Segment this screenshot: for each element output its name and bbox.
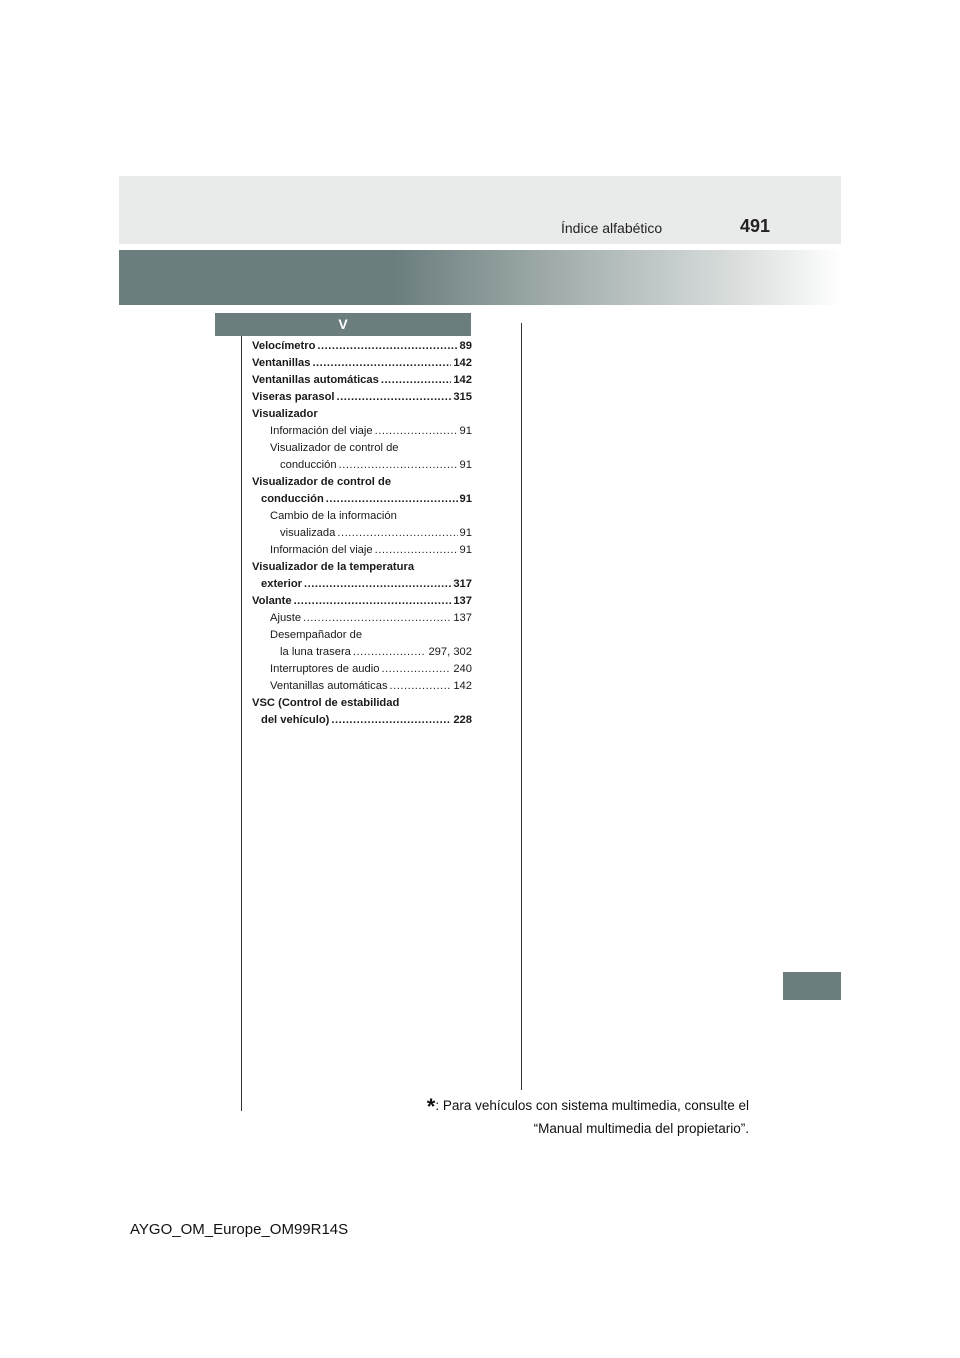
- index-entry-term: Viseras parasol: [252, 391, 335, 403]
- index-entry: [252, 457, 472, 474]
- footnote-text-2: “Manual multimedia del propietario”.: [533, 1121, 749, 1136]
- index-entry-term: Ajuste: [270, 612, 302, 624]
- index-entry-term: la luna trasera: [280, 646, 351, 658]
- index-entry-page: 91: [459, 544, 472, 556]
- dot-leader: [381, 372, 451, 389]
- index-entry: [252, 627, 472, 644]
- index-entry-term: Ventanillas automáticas: [270, 680, 388, 692]
- dot-leader: [303, 610, 451, 627]
- index-entry: [252, 372, 472, 389]
- index-entry-page: 142: [453, 680, 472, 692]
- index-entry: [252, 525, 472, 542]
- section-title: Índice alfabético: [561, 220, 663, 236]
- dot-leader: [294, 593, 452, 610]
- index-entry-term: Información del viaje: [270, 425, 373, 437]
- index-entry-term: Visualizador: [252, 408, 318, 420]
- page-header-bar: [119, 176, 841, 244]
- index-entry-term: visualizada: [280, 527, 336, 539]
- index-entry: [252, 406, 472, 423]
- index-entry: [252, 491, 472, 508]
- section-letter-tab: V: [215, 313, 471, 336]
- index-entry-term: Visualizador de control de: [270, 442, 399, 454]
- index-entry: [252, 355, 472, 372]
- index-entry: [252, 440, 472, 457]
- footnote-marker: *: [426, 1094, 436, 1119]
- index-entry-term: VSC (Control de estabilidad: [252, 697, 400, 709]
- index-entry: [252, 661, 472, 678]
- index-entry-term: del vehículo): [261, 714, 330, 726]
- index-entry: [252, 593, 472, 610]
- index-entry-term: Cambio de la información: [270, 510, 397, 522]
- index-entry-term: Interruptores de audio: [270, 663, 380, 675]
- index-entry: [252, 542, 472, 559]
- document-id: AYGO_OM_Europe_OM99R14S: [130, 1221, 349, 1238]
- dot-leader: [331, 712, 451, 729]
- index-entry: [252, 695, 472, 712]
- footnote-text-1: : Para vehículos con sistema multimedia, consulte el: [435, 1098, 749, 1113]
- header-gradient-band: [119, 250, 841, 305]
- index-entry-page: 89: [459, 340, 472, 352]
- dot-leader: [326, 491, 458, 508]
- index-entry: [252, 508, 472, 525]
- index-entry-term: Desempañador de: [270, 629, 363, 641]
- dot-leader: [337, 525, 457, 542]
- index-entry-term: conducción: [280, 459, 337, 471]
- index-entry-term: Ventanillas: [252, 357, 311, 369]
- index-entry: [252, 576, 472, 593]
- center-column-rule: [521, 323, 522, 1090]
- index-entry-term: Visualizador de control de: [252, 476, 392, 488]
- index-entry-list: [252, 338, 472, 729]
- index-entry-page: 91: [459, 493, 472, 505]
- dot-leader: [337, 389, 452, 406]
- index-entry-page: 91: [459, 527, 472, 539]
- dot-leader: [339, 457, 458, 474]
- dot-leader: [353, 644, 427, 661]
- index-entry-page: 317: [453, 578, 472, 590]
- index-entry: [252, 712, 472, 729]
- index-entry: [252, 338, 472, 355]
- index-entry: [252, 610, 472, 627]
- footnote-line-1: [427, 1094, 749, 1120]
- index-entry-term: Ventanillas automáticas: [252, 374, 379, 386]
- dot-leader: [390, 678, 452, 695]
- index-entry-page: 91: [459, 459, 472, 471]
- page-number: 491: [740, 216, 771, 236]
- index-entry-page: 142: [453, 374, 472, 386]
- index-entry-page: 240: [453, 663, 472, 675]
- index-entry: [252, 423, 472, 440]
- dot-leader: [381, 661, 451, 678]
- index-entry-page: 228: [453, 714, 472, 726]
- index-entry-page: 297, 302: [428, 646, 472, 658]
- index-entry: [252, 678, 472, 695]
- index-entry-term: conducción: [261, 493, 324, 505]
- left-column-rule: [241, 336, 242, 1111]
- index-entry: [252, 474, 472, 491]
- index-entry: [252, 644, 472, 661]
- index-entry-page: 315: [453, 391, 472, 403]
- index-entry: [252, 389, 472, 406]
- index-entry-page: 137: [453, 612, 472, 624]
- dot-leader: [304, 576, 451, 593]
- index-entry-term: Velocímetro: [252, 340, 316, 352]
- index-entry: [252, 559, 472, 576]
- index-entry-page: 91: [459, 425, 472, 437]
- index-entry-page: 137: [453, 595, 472, 607]
- index-entry-term: Visualizador de la temperatura: [252, 561, 415, 573]
- chapter-side-tab: [783, 972, 841, 1000]
- footnote-line-2: [534, 1121, 749, 1136]
- index-entry-term: exterior: [261, 578, 303, 590]
- dot-leader: [375, 542, 458, 559]
- dot-leader: [312, 355, 451, 372]
- index-entry-term: Información del viaje: [270, 544, 373, 556]
- index-entry-page: 142: [453, 357, 472, 369]
- index-entry-term: Volante: [252, 595, 292, 607]
- dot-leader: [317, 338, 457, 355]
- dot-leader: [375, 423, 458, 440]
